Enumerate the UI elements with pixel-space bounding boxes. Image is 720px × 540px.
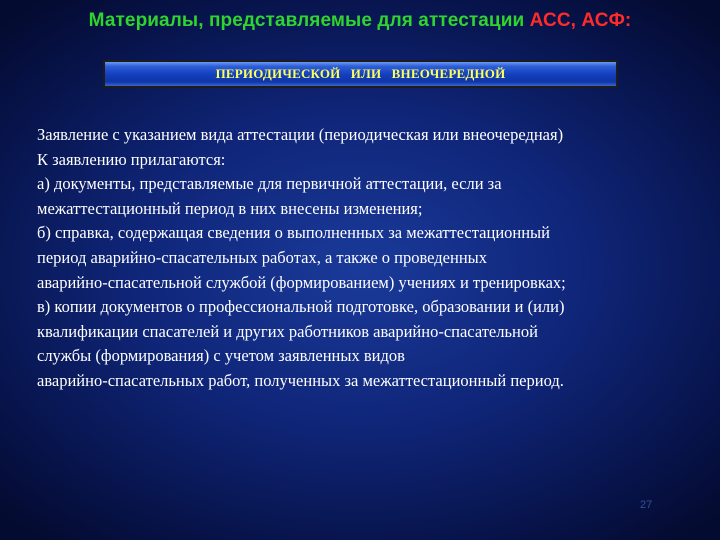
slide-title [0,10,720,32]
body-line: аварийно-спасательной службой (формированием) учениях и тренировках; [37,272,566,292]
body-line: службы (формирования) с учетом заявленных видов [37,346,405,366]
body-line: квалификации спасателей и других работников аварийно-спасательной [37,321,538,341]
body-text [37,123,687,394]
page-number: 27 [640,499,653,511]
body-line: К заявлению прилагаются: [37,149,226,169]
body-line: в) копии документов о профессиональной подготовке, образовании и (или) [37,297,565,317]
attestation-type-banner [103,60,618,88]
body-line: период аварийно-спасательных работах, а также о проведенных [37,247,488,267]
slide-title-accent: АСС, АСФ: [529,10,632,31]
body-line: б) справка, содержащая сведения о выполненных за межаттестационный [37,223,550,243]
slide-title-main: Материалы, представляемые для аттестации [88,10,530,31]
body-line: Заявление с указанием вида аттестации (периодическая или внеочередная) [37,125,564,144]
body-line: межаттестационный период в них внесены изменения; [37,198,423,218]
body-line: аварийно-спасательных работ, полученных за межаттестационный период. [37,370,564,390]
body-line: а) документы, представляемые для первичной аттестации, если за [37,174,502,194]
banner-label: ПЕРИОДИЧЕСКОЙ ИЛИ ВНЕОЧЕРЕДНОЙ [215,66,506,81]
